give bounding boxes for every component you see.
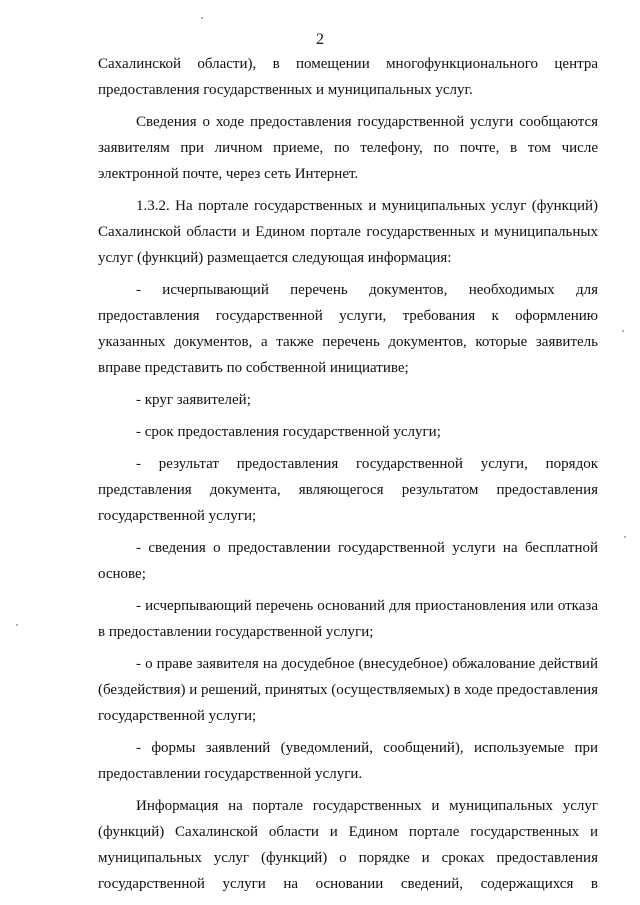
list-item-applicants [98, 387, 598, 413]
text-line: предоставления государственных и муниципальных услуг. [98, 82, 473, 98]
text-line: Информация на портале государственных и муниципальных услуг [136, 798, 598, 814]
text-line: - формы заявлений (уведомлений, сообщений), используемые при [136, 740, 598, 756]
text-line: предоставления государственной услуги, требования к оформлению [98, 308, 598, 324]
text-line: электронной почте, через сеть Интернет. [98, 166, 359, 182]
list-item-service-term [98, 419, 598, 445]
list-item-service-result [98, 451, 598, 529]
text-line: заявителям при личном приеме, по телефону, по почте, в том числе [98, 140, 598, 156]
text-line: 1.3.2. На портале государственных и муниципальных услуг (функций) [136, 198, 598, 214]
scan-artifact [622, 330, 624, 332]
text-line: вправе представить по собственной инициативе; [98, 360, 409, 376]
text-line: в предоставлении государственной услуги; [98, 624, 374, 640]
text-line: - о праве заявителя на досудебное (внесудебное) обжалование действий [136, 656, 598, 672]
list-item-free-service [98, 535, 598, 587]
text-line: Сахалинской области и Едином портале государственных и муниципальных [98, 224, 598, 240]
text-line: основе; [98, 566, 146, 582]
paragraph-information-channels [98, 109, 598, 187]
text-line: - исчерпывающий перечень документов, необходимых для [136, 282, 598, 298]
scan-artifact [624, 536, 626, 538]
text-line: государственной услуги; [98, 508, 257, 524]
text-line: Сахалинской области), в помещении многофункционального центра [98, 56, 598, 72]
text-line: услуг (функций) размещается следующая информация: [98, 250, 452, 266]
text-line: - исчерпывающий перечень оснований для приостановления или отказа [136, 598, 598, 614]
text-line: государственной услуги на основании сведений, содержащихся в [98, 876, 598, 892]
list-item-document-list [98, 277, 598, 381]
list-item-refusal-grounds [98, 593, 598, 645]
scan-artifact [201, 17, 203, 19]
list-item-application-forms [98, 735, 598, 787]
document-body [98, 51, 598, 903]
list-item-appeal-right [98, 651, 598, 729]
scan-artifact [16, 624, 18, 626]
text-line: - срок предоставления государственной услуги; [136, 424, 441, 440]
paragraph-portal-procedure [98, 793, 598, 897]
text-line: муниципальных услуг (функций) о порядке и сроках предоставления [98, 850, 598, 866]
text-line: Сведения о ходе предоставления государственной услуги сообщаются [136, 114, 598, 130]
text-line: государственной услуги; [98, 708, 257, 724]
text-line: - сведения о предоставлении государственной услуги на бесплатной [136, 540, 598, 556]
paragraph-continuation [98, 51, 598, 103]
text-line: предоставлении государственной услуги. [98, 766, 363, 782]
text-line: представления документа, являющегося результатом предоставления [98, 482, 598, 498]
paragraph-portal-info [98, 193, 598, 271]
text-line: - результат предоставления государственной услуги, порядок [136, 456, 598, 472]
text-line: (бездействия) и решений, принятых (осуществляемых) в ходе предоставления [98, 682, 599, 698]
page-number: 2 [316, 31, 324, 48]
text-line: - круг заявителей; [136, 392, 251, 408]
text-line: (функций) Сахалинской области и Едином портале государственных и [98, 824, 598, 840]
text-line: указанных документов, а также перечень документов, которые заявитель [98, 334, 598, 350]
